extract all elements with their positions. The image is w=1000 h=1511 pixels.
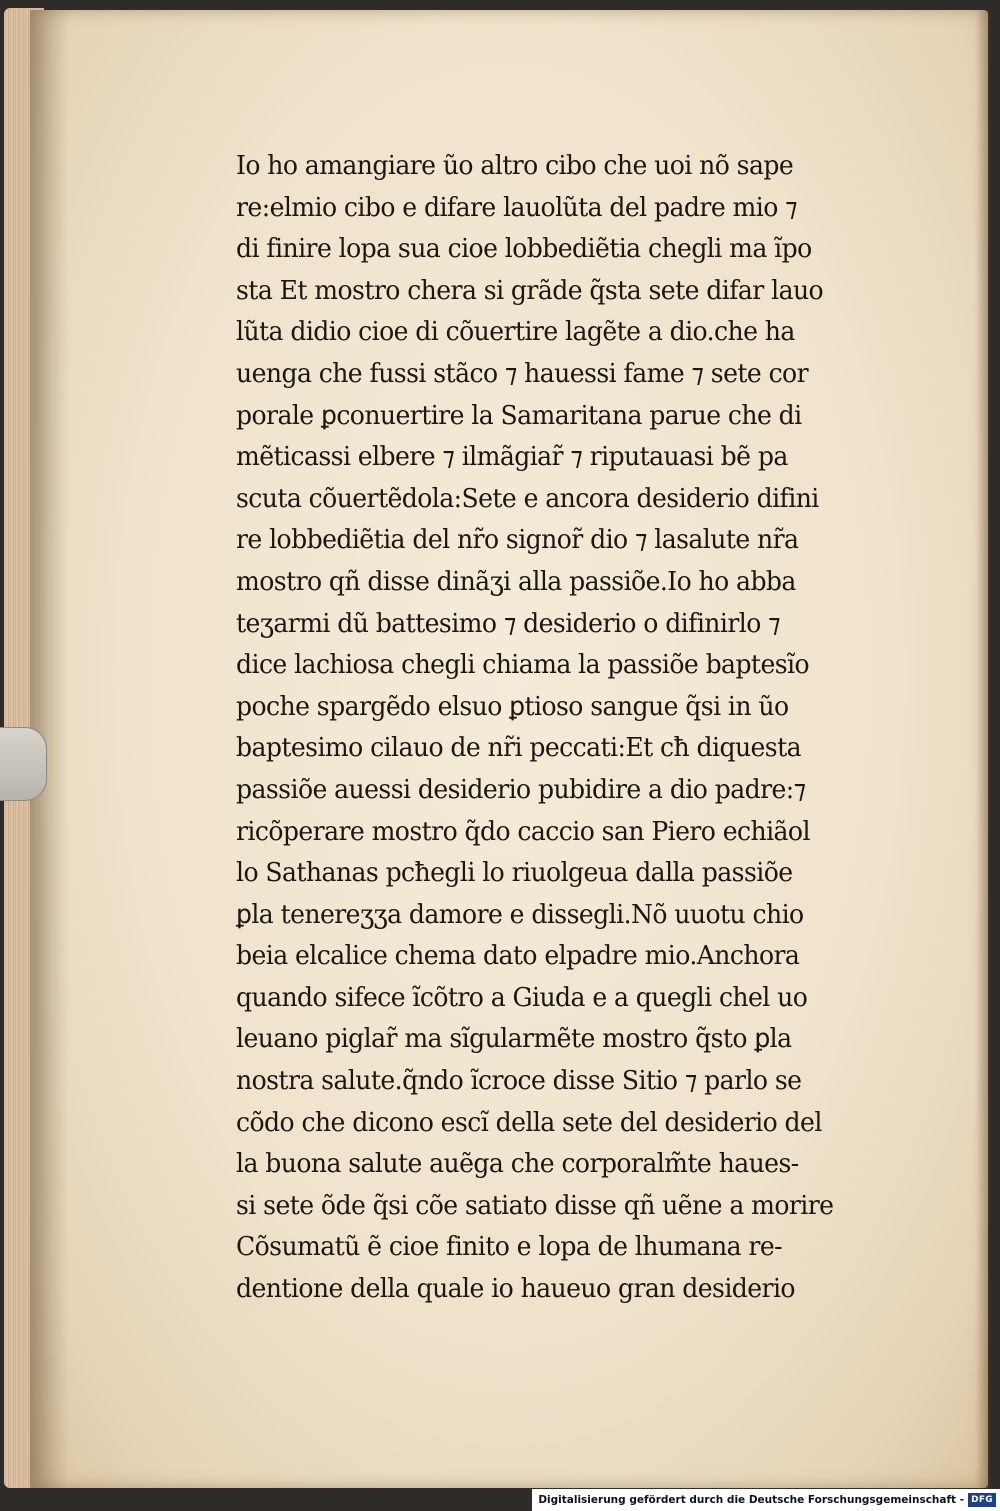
- text-line: baptesimo cilauo de nr̃i peccati:Et cħ diquesta: [236, 733, 802, 764]
- text-line: porale ꝑconuertire la Samaritana parue che di: [236, 400, 802, 431]
- text-line: re:elmio cibo e difare lauolũta del padre mio ⁊: [236, 192, 798, 223]
- text-line: mostro qñ disse dinãʒi alla passiõe.Io ho abba: [236, 566, 796, 597]
- text-line: nostra salute.q̃ndo ĩcroce disse Sitio ⁊ parlo se: [236, 1066, 802, 1097]
- text-line: lo Sathanas pcħegli lo riuolgeua dalla passiõe: [236, 858, 793, 889]
- text-line: Cõsumatũ ẽ cioe finito e lopa de lhumana re-: [236, 1232, 783, 1263]
- text-line: teʒarmi dũ battesimo ⁊ desiderio o difinirlo ⁊: [236, 608, 781, 639]
- page-right-edge: [976, 10, 990, 1488]
- text-line: scuta cõuertẽdola:Sete e ancora desiderio difini: [236, 483, 819, 514]
- text-line: quando sifece ĩcõtro a Giuda e a quegli chel uo: [236, 982, 808, 1013]
- text-line: uenga che fussi stãco ⁊ hauessi fame ⁊ sete cor: [236, 358, 809, 389]
- text-line: ricõperare mostro q̃do caccio san Piero echiãol: [236, 816, 810, 847]
- text-line: poche spargẽdo elsuo ꝑtioso sangue q̃si in ũo: [236, 691, 789, 722]
- text-line: la buona salute auẽga che corporalm̃te haues-: [236, 1149, 799, 1180]
- text-line: beia elcalice chema dato elpadre mio.Anchora: [236, 941, 800, 972]
- dfg-logo-icon: DFG: [968, 1493, 996, 1507]
- page-clip: [0, 727, 47, 801]
- text-line: re lobbediẽtia del nr̃o signor̃ dio ⁊ lasalute nr̃a: [236, 525, 799, 556]
- text-line: dice lachiosa chegli chiama la passiõe baptesĩo: [236, 650, 810, 681]
- text-line: lũta didio cioe di cõuertire lagẽte a dio.che ha: [236, 317, 795, 348]
- text-block: [236, 146, 876, 1311]
- text-line: Io ho amangiare ũo altro cibo che uoi nõ sape: [236, 151, 794, 181]
- text-line: di finire lopa sua cioe lobbediẽtia chegli ma ĩpo: [236, 234, 812, 265]
- text-line: passiõe auessi desiderio pubidire a dio padre:⁊: [236, 774, 806, 805]
- text-line: si sete õde q̃si cõe satiato disse qñ uẽne a morire: [236, 1190, 834, 1221]
- text-line: mẽticassi elbere ⁊ ilmãgiar̃ ⁊ riputauasi bẽ pa: [236, 442, 788, 473]
- text-line: dentione della quale io haueuo gran desiderio: [236, 1274, 795, 1305]
- funding-text: Digitalisierung gefördert durch die Deutsche Forschungsgemeinschaft -: [538, 1494, 965, 1506]
- text-line: ꝑla tenereʒʒa damore e dissegli.Nõ uuotu chio: [236, 899, 804, 930]
- text-line: sta Et mostro chera si grãde q̃sta sete difar lauo: [236, 275, 824, 306]
- text-line: cõdo che dicono escĩ della sete del desiderio del: [236, 1107, 822, 1138]
- funding-footer: [532, 1489, 1000, 1511]
- text-line: leuano piglar̃ ma sĩgularmẽte mostro q̃sto ꝑla: [236, 1024, 792, 1055]
